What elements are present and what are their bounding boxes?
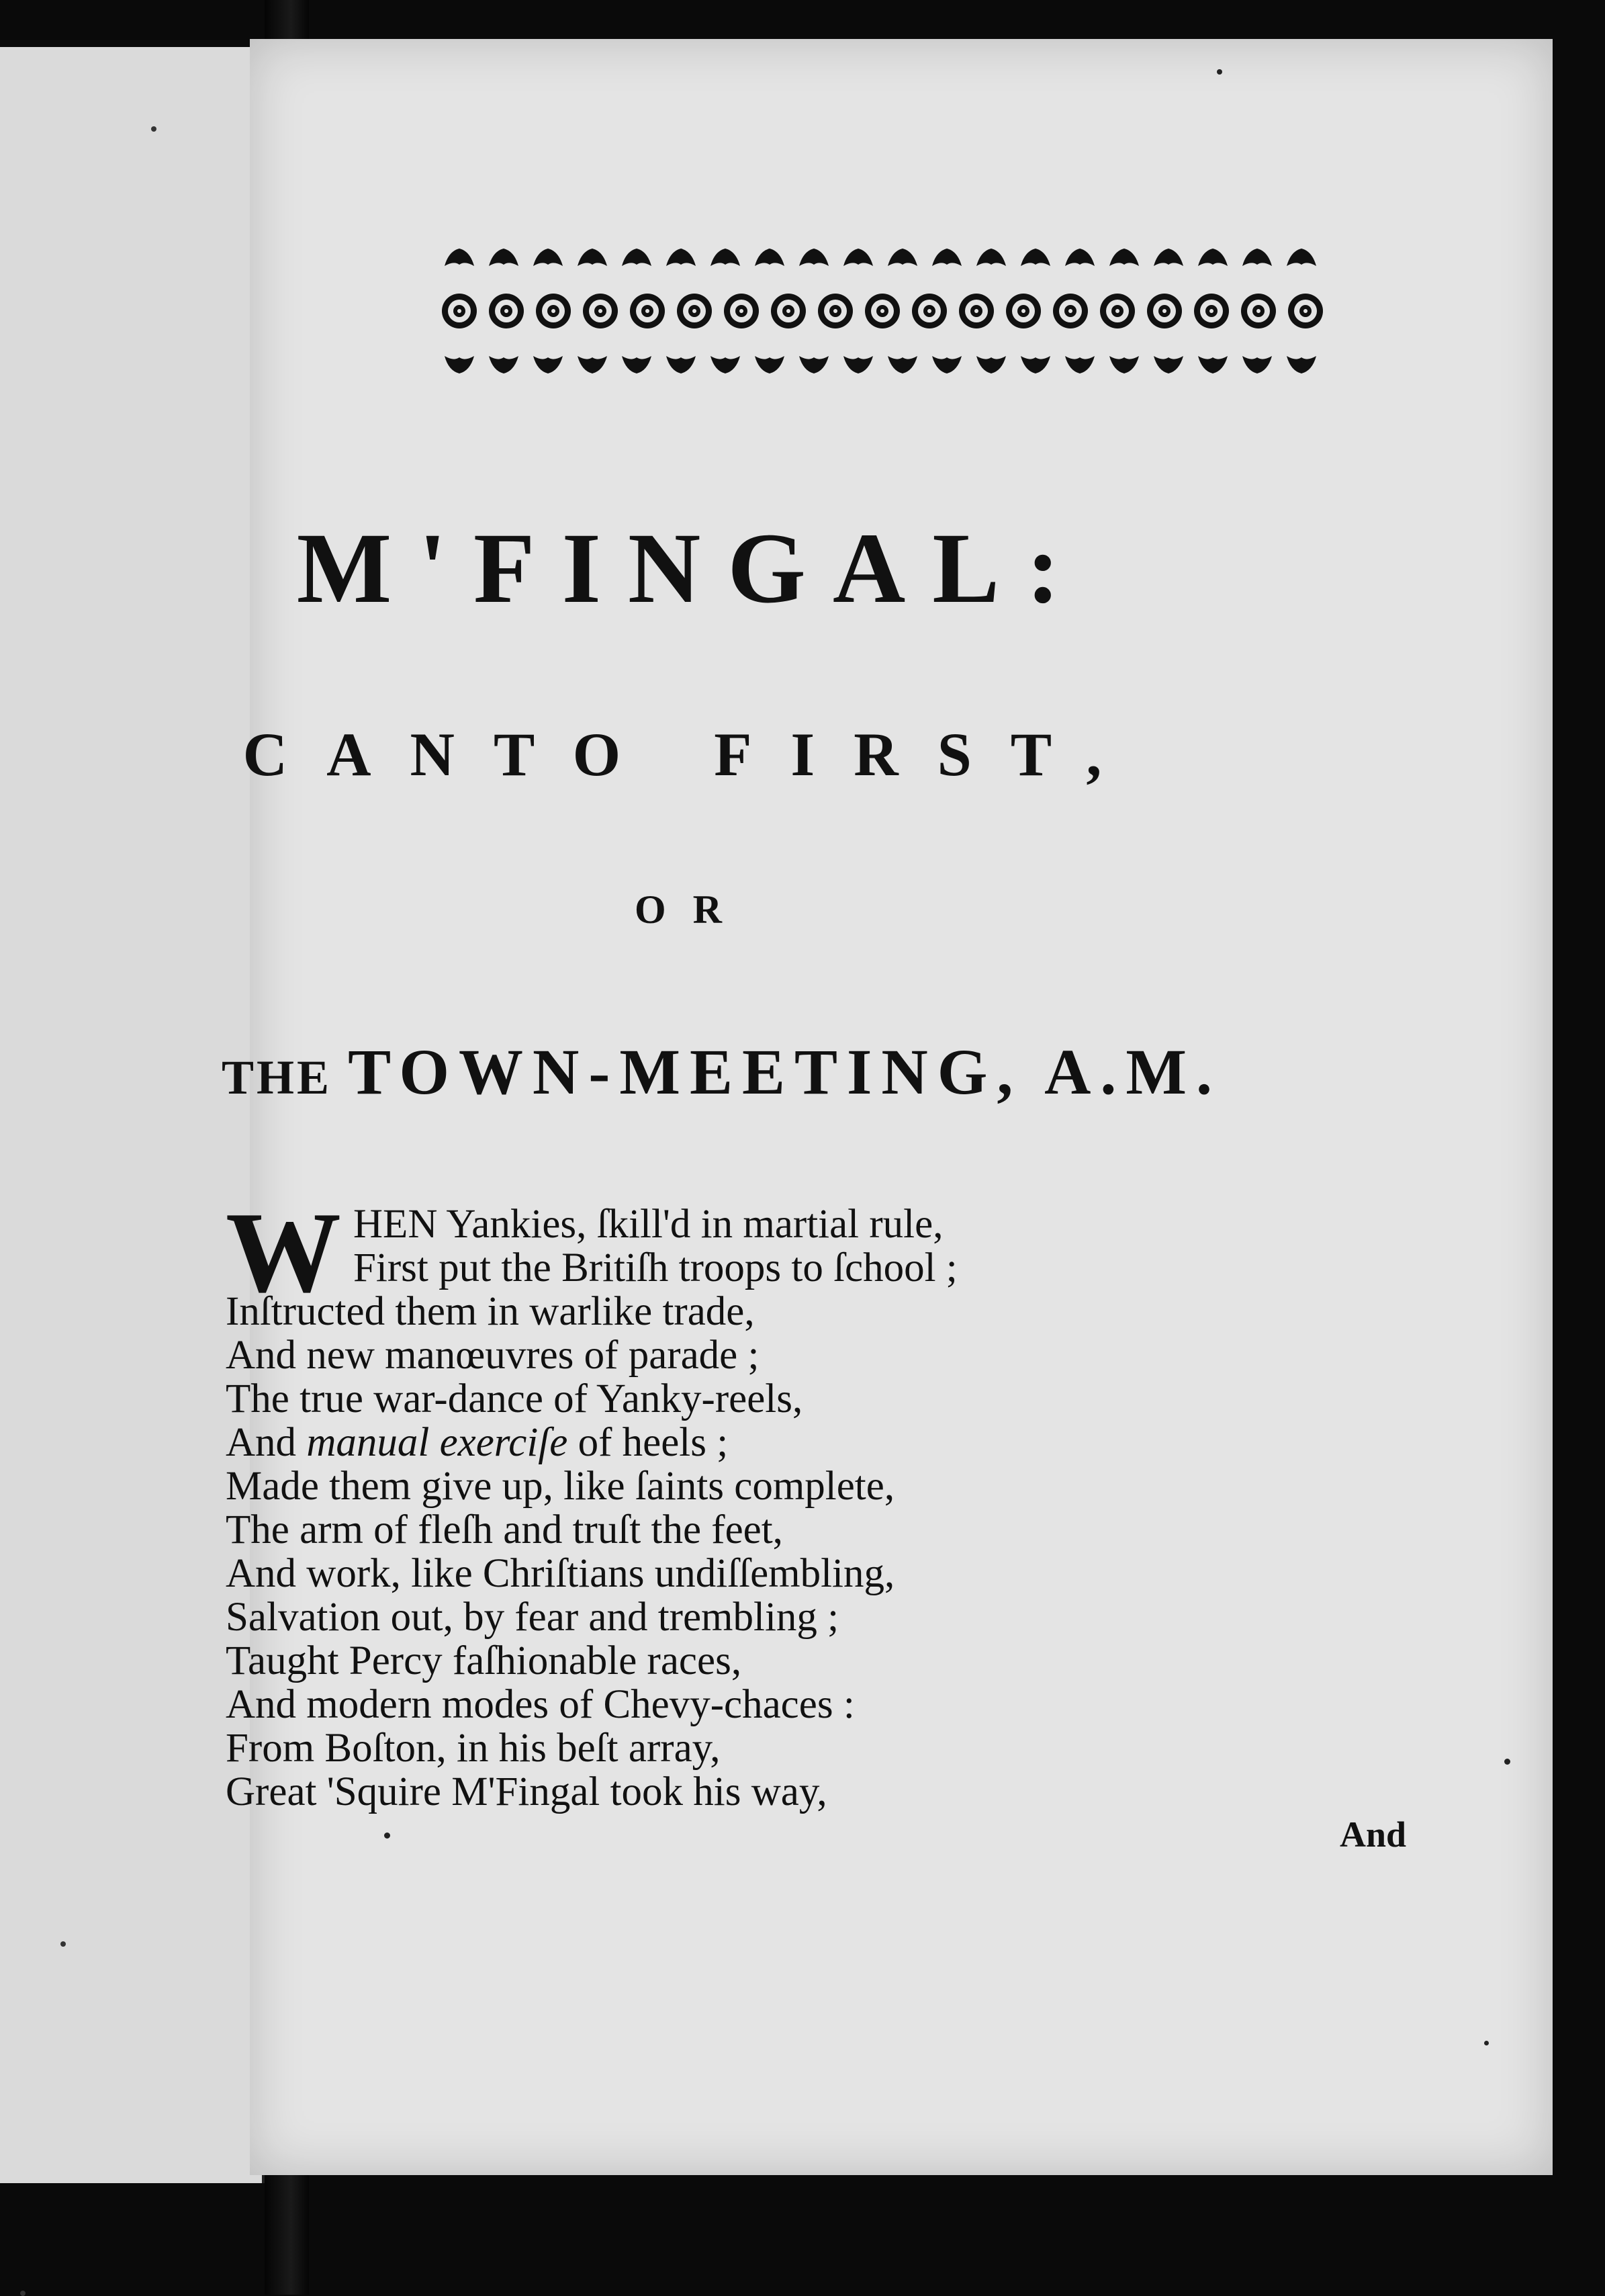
catchword: And <box>1340 1814 1407 1855</box>
or-label: OR <box>635 887 749 932</box>
poem-italic-text: manual exerciſe <box>306 1420 568 1465</box>
poem-text: And <box>226 1420 307 1465</box>
ink-speck <box>384 1833 390 1839</box>
poem-line: Made them give up, like ſaints complete, <box>226 1464 895 1509</box>
poem-line: Taught Percy faſhionable races, <box>226 1638 742 1683</box>
left-facing-page <box>0 47 265 2183</box>
ink-speck <box>151 126 156 132</box>
ink-speck <box>1484 2041 1489 2045</box>
subtitle <box>222 1034 1283 1109</box>
poem-line: From Boſton, in his beſt array, <box>226 1726 721 1771</box>
poem-line: Inſtructed them in warlike trade, <box>226 1289 755 1334</box>
ink-speck <box>60 1941 66 1947</box>
poem-line: And modern modes of Chevy-chaces : <box>226 1682 855 1727</box>
poem-line <box>226 1421 1287 1464</box>
subtitle-rest: TOWN-MEETING, A.M. <box>348 1036 1222 1108</box>
poem-line: And work, like Chriſtians undiſſembling, <box>226 1551 895 1596</box>
page-title: M'FINGAL: <box>296 513 1087 624</box>
poem-text: of heels ; <box>567 1420 729 1465</box>
ink-speck <box>20 2291 26 2296</box>
poem-body <box>226 1189 1287 1814</box>
subtitle-the: THE <box>222 1051 332 1104</box>
poem-line: The arm of fleſh and truſt the feet, <box>226 1507 783 1552</box>
poem-line: HEN Yankies, ſkill'd in martial rule, <box>353 1202 944 1247</box>
poem-line: And new manœuvres of parade ; <box>226 1333 760 1378</box>
ink-speck <box>1217 69 1222 75</box>
poem-line: Great 'Squire M'Fingal took his way, <box>226 1769 827 1814</box>
printers-ornament-band <box>431 207 1351 415</box>
poem-line: The true war-dance of Yanky-reels, <box>226 1376 803 1421</box>
poem-line: First put the Britiſh troops to ſchool ; <box>353 1245 958 1290</box>
drop-capital: W <box>226 1189 341 1317</box>
poem-line: Salvation out, by fear and trembling ; <box>226 1595 839 1640</box>
canto-heading: CANTO FIRST, <box>242 720 1141 789</box>
ink-speck <box>1504 1759 1510 1765</box>
